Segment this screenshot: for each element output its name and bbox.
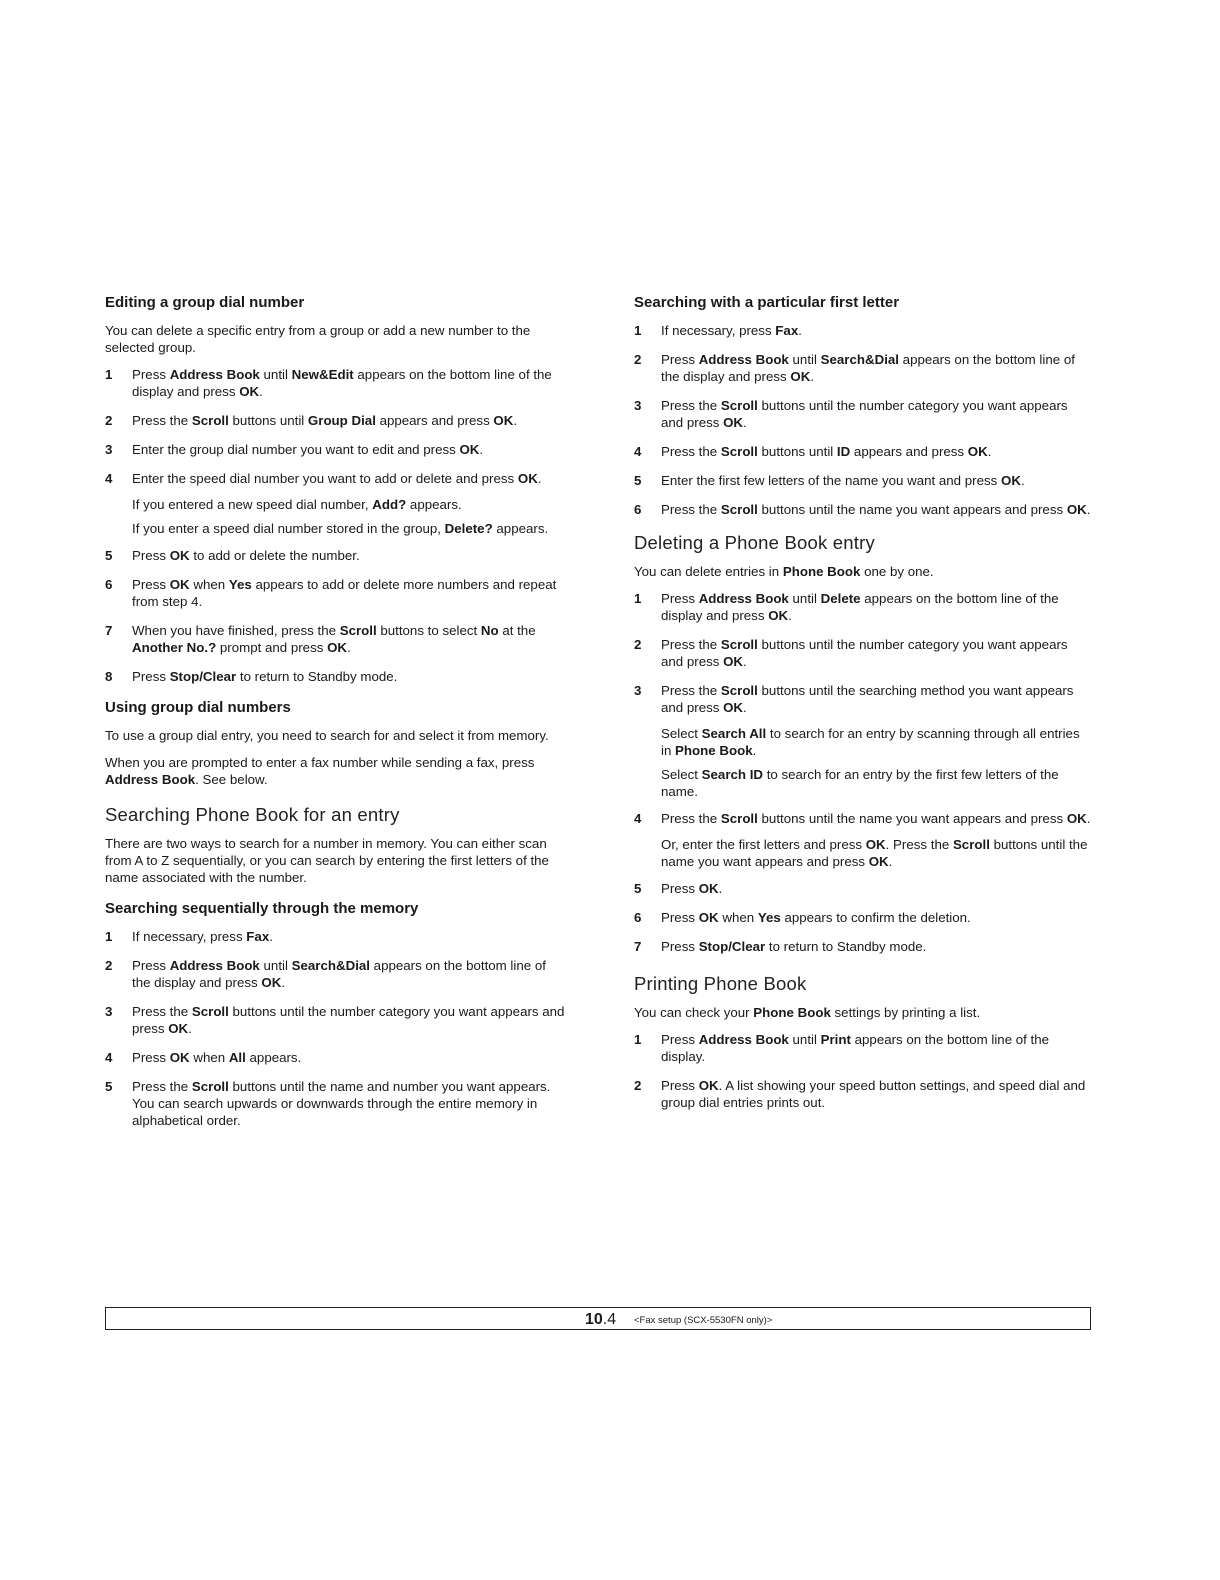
emphasis-term: Phone Book	[753, 1005, 831, 1020]
emphasis-term: OK	[261, 975, 282, 990]
editing-note-add: If you entered a new speed dial number, Add? appears.	[132, 497, 462, 512]
printing-intro: You can check your Phone Book settings by printing a list.	[634, 1005, 981, 1020]
emphasis-term: Group Dial	[307, 413, 376, 428]
emphasis-term: OK	[790, 369, 811, 384]
emphasis-term: OK	[169, 1050, 190, 1065]
emphasis-term: Scroll	[191, 413, 229, 428]
emphasis-term: Scroll	[720, 444, 758, 459]
editing-step: 4 Enter the speed dial number you want to add or delete and press OK.	[105, 471, 542, 486]
sequential-step: 4 Press OK when All appears.	[105, 1050, 302, 1065]
using-p1: To use a group dial entry, you need to search for and select it from memory.	[105, 728, 549, 743]
emphasis-term: Address Book	[169, 958, 260, 973]
deleting-intro: You can delete entries in Phone Book one by one.	[634, 564, 934, 579]
emphasis-term: Yes	[757, 910, 781, 925]
emphasis-term: Search&Dial	[291, 958, 370, 973]
sequential-step: 2 Press Address Book until Search&Dial appears on the bottom line of the display and press OK.	[105, 958, 546, 990]
deleting-note-or: Or, enter the first letters and press OK. Press the Scroll buttons until the name you want appears and press OK.	[661, 837, 1088, 869]
emphasis-term: Scroll	[720, 683, 758, 698]
emphasis-term: Scroll	[720, 502, 758, 517]
sequential-step: 5 Press the Scroll buttons until the name and number you want appears. You can search upwards or downwards through the entire memory in alphabetical order.	[105, 1079, 551, 1128]
emphasis-term: OK	[698, 1078, 719, 1093]
emphasis-term: OK	[967, 444, 988, 459]
emphasis-term: OK	[239, 384, 260, 399]
deleting-step: 3 Press the Scroll buttons until the searching method you want appears and press OK.	[634, 683, 1074, 715]
emphasis-term: All	[228, 1050, 246, 1065]
deleting-entry-heading: Deleting a Phone Book entry	[634, 532, 875, 553]
emphasis-term: Search All	[701, 726, 767, 741]
emphasis-term: Another No.?	[132, 640, 217, 655]
deleting-note-search-all: Select Search All to search for an entry by scanning through all entries in Phone Book.	[661, 726, 1080, 758]
emphasis-term: OK	[868, 854, 889, 869]
emphasis-term: OK	[698, 881, 719, 896]
emphasis-term: Phone Book	[675, 743, 753, 758]
printing-step: 2 Press OK. A list showing your speed button settings, and speed dial and group dial entries prints out.	[634, 1078, 1086, 1110]
first-letter-step: 3 Press the Scroll buttons until the number category you want appears and press OK.	[634, 398, 1068, 430]
footer-chapter-label: <Fax setup (SCX-5530FN only)>	[634, 1315, 773, 1326]
emphasis-term: OK	[1066, 811, 1087, 826]
emphasis-term: Stop/Clear	[169, 669, 237, 684]
emphasis-term: ID	[836, 444, 851, 459]
emphasis-term: Address Book	[698, 352, 789, 367]
editing-step: 8 Press Stop/Clear to return to Standby mode.	[105, 669, 398, 684]
page-index: .4	[602, 1311, 617, 1328]
emphasis-term: OK	[517, 471, 538, 486]
editing-step: 2 Press the Scroll buttons until Group Dial appears and press OK.	[105, 413, 518, 428]
left-column	[105, 294, 565, 1141]
emphasis-term: Scroll	[720, 811, 758, 826]
editing-step: 3 Enter the group dial number you want to edit and press OK.	[105, 442, 484, 457]
emphasis-term: New&Edit	[291, 367, 354, 382]
emphasis-term: Stop/Clear	[698, 939, 766, 954]
emphasis-term: OK	[169, 577, 190, 592]
editing-intro: You can delete a specific entry from a group or add a new number to the selected group.	[105, 323, 531, 355]
sequential-step: 3 Press the Scroll buttons until the number category you want appears and press OK.	[105, 1004, 565, 1036]
emphasis-term: OK	[865, 837, 886, 852]
emphasis-term: Yes	[228, 577, 252, 592]
page-number	[585, 1311, 616, 1329]
searching-phone-book-heading: Searching Phone Book for an entry	[105, 804, 400, 825]
emphasis-term: Scroll	[952, 837, 990, 852]
first-letter-heading: Searching with a particular first letter	[634, 294, 900, 311]
emphasis-term: OK	[723, 654, 744, 669]
editing-step: 1 Press Address Book until New&Edit appears on the bottom line of the display and press OK.	[105, 367, 552, 399]
emphasis-term: Fax	[246, 929, 270, 944]
using-group-dial-heading: Using group dial numbers	[105, 699, 291, 716]
first-letter-step: 2 Press Address Book until Search&Dial appears on the bottom line of the display and press OK.	[634, 352, 1075, 384]
emphasis-term: OK	[169, 548, 190, 563]
emphasis-term: Address Book	[105, 772, 196, 787]
emphasis-term: OK	[1000, 473, 1021, 488]
emphasis-term: Address Book	[698, 591, 789, 606]
emphasis-term: Print	[820, 1032, 851, 1047]
chapter-number: 10	[585, 1311, 603, 1328]
deleting-step: 4 Press the Scroll buttons until the name you want appears and press OK.	[634, 811, 1091, 826]
emphasis-term: OK	[493, 413, 514, 428]
editing-step: 5 Press OK to add or delete the number.	[105, 548, 360, 563]
emphasis-term: No	[480, 623, 499, 638]
emphasis-term: Scroll	[191, 1079, 229, 1094]
emphasis-term: Scroll	[720, 398, 758, 413]
first-letter-step: 1 If necessary, press Fax.	[634, 323, 802, 338]
sequential-step: 1 If necessary, press Fax.	[105, 929, 273, 944]
first-letter-step: 6 Press the Scroll buttons until the name you want appears and press OK.	[634, 502, 1091, 517]
emphasis-term: Search ID	[701, 767, 763, 782]
deleting-note-search-id: Select Search ID to search for an entry by the first few letters of the name.	[661, 767, 1059, 799]
deleting-step: 5 Press OK.	[634, 881, 723, 896]
emphasis-term: OK	[459, 442, 480, 457]
emphasis-term: Search&Dial	[820, 352, 899, 367]
emphasis-term: Add?	[372, 497, 407, 512]
editing-group-dial-heading: Editing a group dial number	[105, 294, 305, 311]
editing-step: 6 Press OK when Yes appears to add or delete more numbers and repeat from step 4.	[105, 577, 557, 609]
emphasis-term: Phone Book	[782, 564, 861, 579]
emphasis-term: OK	[168, 1021, 189, 1036]
emphasis-term: OK	[1066, 502, 1087, 517]
emphasis-term: Scroll	[339, 623, 377, 638]
editing-note-delete: If you enter a speed dial number stored in the group, Delete? appears.	[132, 521, 549, 536]
emphasis-term: OK	[723, 415, 744, 430]
editing-step: 7 When you have finished, press the Scroll buttons to select No at the Another No.? prompt and press OK.	[105, 623, 536, 655]
emphasis-term: OK	[698, 910, 719, 925]
emphasis-term: Address Book	[169, 367, 260, 382]
emphasis-term: OK	[768, 608, 789, 623]
emphasis-term: Address Book	[698, 1032, 789, 1047]
searching-sequentially-heading: Searching sequentially through the memory	[105, 900, 419, 917]
deleting-step: 1 Press Address Book until Delete appears on the bottom line of the display and press OK.	[634, 591, 1059, 623]
emphasis-term: Scroll	[720, 637, 758, 652]
right-column	[634, 294, 1092, 1123]
emphasis-term: Scroll	[191, 1004, 229, 1019]
emphasis-term: Fax	[775, 323, 799, 338]
printing-phone-book-heading: Printing Phone Book	[634, 973, 807, 994]
emphasis-term: Delete	[820, 591, 861, 606]
deleting-step: 7 Press Stop/Clear to return to Standby mode.	[634, 939, 927, 954]
first-letter-step: 5 Enter the first few letters of the name you want and press OK.	[634, 473, 1025, 488]
emphasis-term: Delete?	[444, 521, 493, 536]
printing-step: 1 Press Address Book until Print appears on the bottom line of the display.	[634, 1032, 1050, 1064]
using-p2: When you are prompted to enter a fax number while sending a fax, press Address Book. See below.	[105, 755, 535, 787]
deleting-step: 6 Press OK when Yes appears to confirm the deletion.	[634, 910, 971, 925]
emphasis-term: OK	[723, 700, 744, 715]
deleting-step: 2 Press the Scroll buttons until the number category you want appears and press OK.	[634, 637, 1068, 669]
first-letter-step: 4 Press the Scroll buttons until ID appears and press OK.	[634, 444, 992, 459]
emphasis-term: OK	[327, 640, 348, 655]
searching-intro: There are two ways to search for a number in memory. You can either scan from A to Z sequentially, or you can search by entering the first letters of the name associated with the number.	[105, 836, 549, 885]
